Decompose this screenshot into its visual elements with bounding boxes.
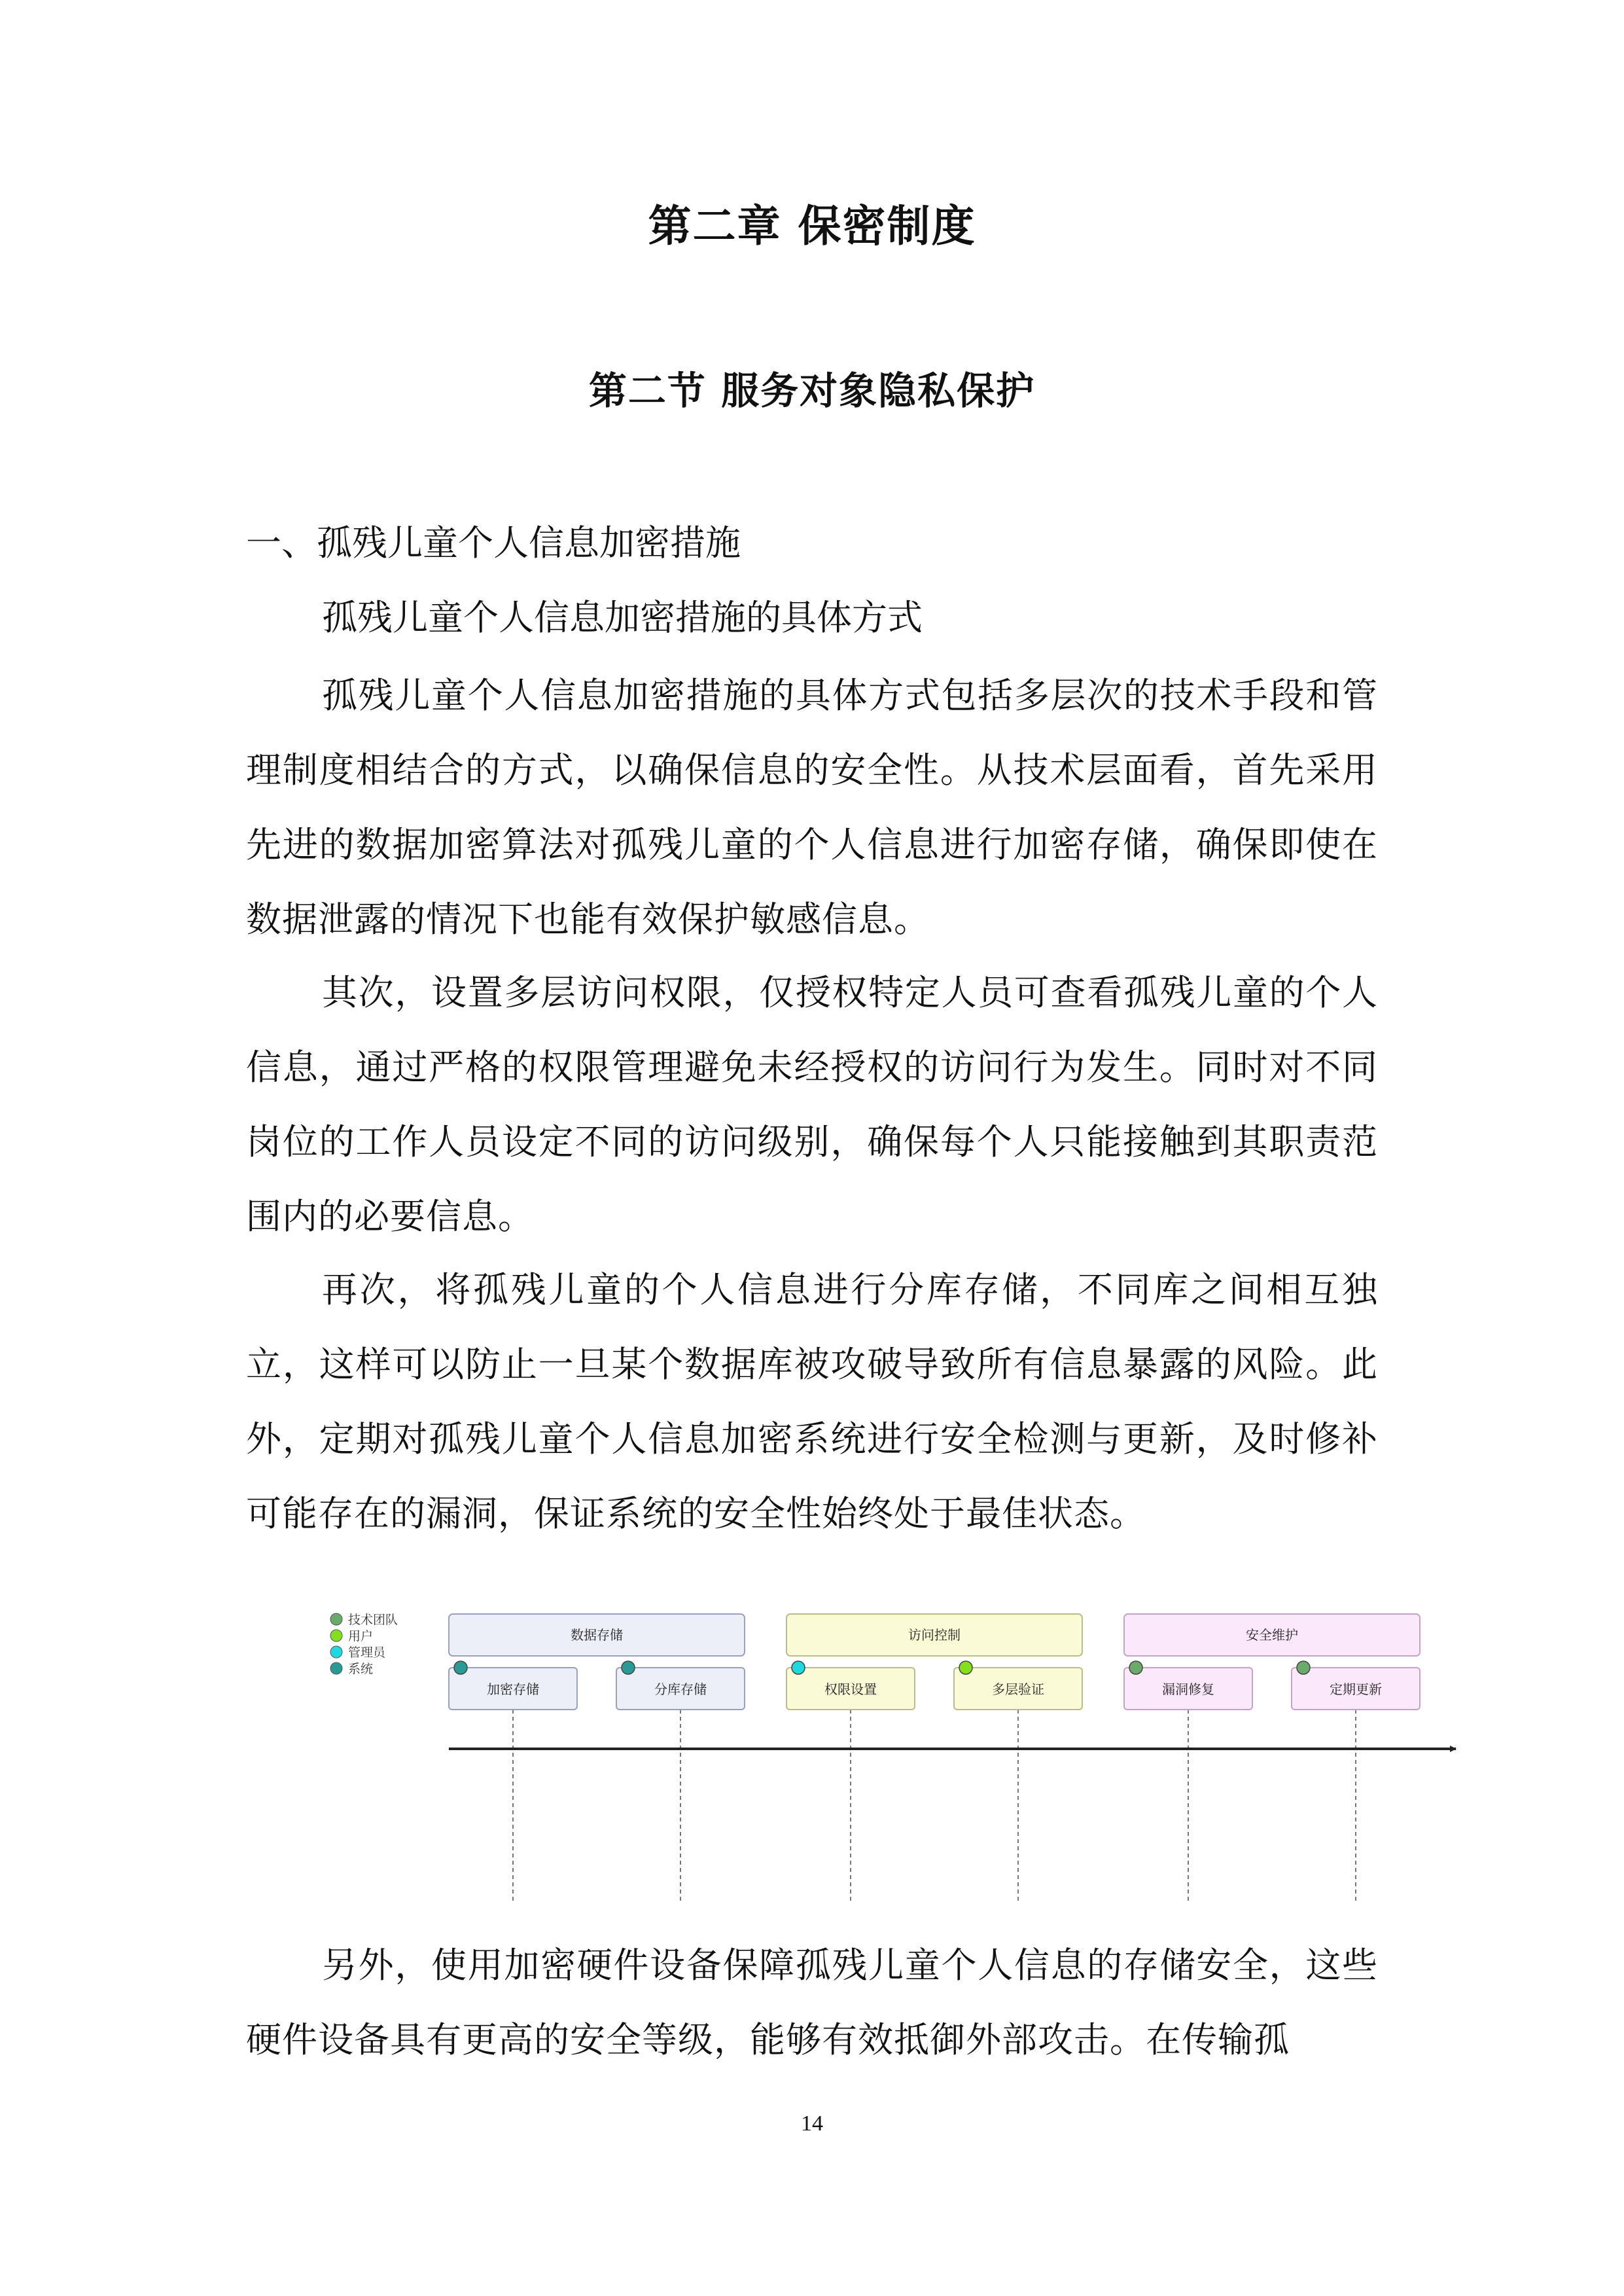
role-dot	[454, 1661, 467, 1674]
heading: 一、孤残儿童个人信息加密措施	[246, 522, 741, 564]
phase-label: 数据存储	[571, 1627, 623, 1643]
subheading: 孤残儿童个人信息加密措施的具体方式	[322, 597, 923, 638]
legend	[330, 1613, 398, 1676]
chapter-title: 第二章 保密制度	[648, 201, 976, 251]
task-label: 多层验证	[992, 1681, 1044, 1697]
role-dot	[959, 1661, 972, 1674]
phase-groups	[449, 1614, 1420, 1710]
page-number: 14	[801, 2111, 823, 2136]
legend-dot	[330, 1662, 342, 1674]
paragraph: 孤残儿童个人信息加密措施的具体方式包括多层次的技术手段和管理制度相结合的方式，以确保信息的安全性。从技术层面看，首先采用先进的数据加密算法对孤残儿童的个人信息进行加密存储，确保即使在数据泄露的情况下也能有效保护敏感信息。	[246, 675, 1378, 940]
legend-label: 技术团队	[348, 1613, 398, 1627]
paragraph: 其次，设置多层访问权限，仅授权特定人员可查看孤残儿童的个人信息，通过严格的权限管理避免未经授权的访问行为发生。同时对不同岗位的工作人员设定不同的访问级别，确保每个人只能接触到其职责范围内的必要信息。	[246, 972, 1378, 1237]
task-label: 加密存储	[487, 1681, 539, 1697]
paragraph: 另外，使用加密硬件设备保障孤残儿童个人信息的存储安全，这些硬件设备具有更高的安全等级，能够有效抵御外部攻击。在传输孤	[246, 1945, 1378, 2060]
legend-label: 系统	[348, 1662, 374, 1676]
task-label: 定期更新	[1330, 1681, 1382, 1697]
legend-label: 管理员	[348, 1645, 386, 1660]
role-dot	[1129, 1661, 1142, 1674]
phase-label: 访问控制	[908, 1627, 961, 1643]
legend-label: 用户	[348, 1629, 374, 1643]
timeline-diagram	[314, 1604, 1479, 1911]
task-label: 漏洞修复	[1162, 1681, 1214, 1697]
section-title: 第二节 服务对象隐私保护	[588, 368, 1036, 413]
paragraph: 再次，将孤残儿童的个人信息进行分库存储，不同库之间相互独立，这样可以防止一旦某个数据库被攻破导致所有信息暴露的风险。此外，定期对孤残儿童个人信息加密系统进行安全检测与更新，及时修补可能存在的漏洞，保证系统的安全性始终处于最佳状态。	[246, 1269, 1378, 1534]
task-label: 分库存储	[654, 1681, 707, 1697]
task-label: 权限设置	[824, 1681, 877, 1697]
legend-dot	[330, 1613, 342, 1625]
legend-dot	[330, 1630, 342, 1641]
legend-dot	[330, 1646, 342, 1658]
timeline-guides	[513, 1710, 1356, 1903]
role-dot	[622, 1661, 635, 1674]
role-dot	[792, 1661, 805, 1674]
phase-label: 安全维护	[1246, 1627, 1298, 1643]
role-dot	[1297, 1661, 1310, 1674]
